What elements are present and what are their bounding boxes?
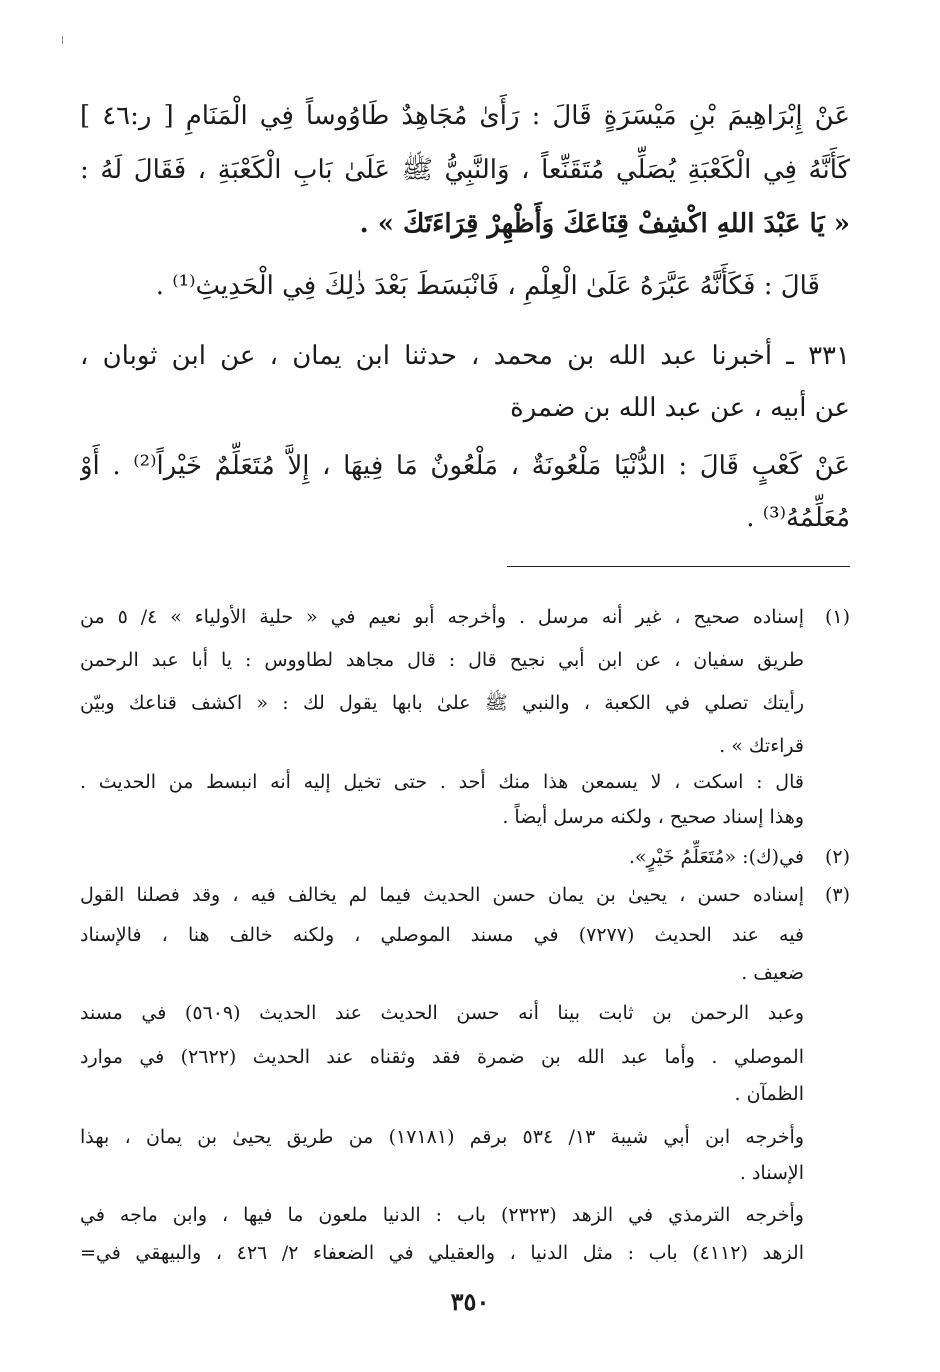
footnote-3-line-4: وعبد الرحمن بن ثابت بينا أنه حسن الحديث عند الحديث (٥٦٠٩) في مسند [80,1002,804,1024]
footnote-3-line-3: ضعيف . [741,962,804,984]
footnote-1-line-6: وهذا إسناد صحيح ، ولكنه مرسل أيضاً . [502,806,804,828]
footnote-3-line-7: وأخرجه ابن أبي شيبة ١٣/ ٥٣٤ برقم (١٧١٨١) من طريق يحيىٰ بن يمان ، بهذا [80,1126,804,1148]
hadith-331-text-line-2: مُعَلِّمُهُ⁽³⁾ . [746,503,850,533]
main-text-line-4: قَالَ : فَكَأَنَّهُ عَبَّرَهُ عَلَىٰ الْعِلْمِ ، فَانْبَسَطَ بَعْدَ ذٰلِكَ فِي الْحَدِيثِ⁽¹⁾ . [155,271,820,301]
hadith-331-isnad-line-1: ٣٣١ ـ أخبرنا عبد الله بن محمد ، حدثنا ابن يمان ، عن ابن ثوبان ، [80,341,850,371]
footnote-1-line-2: طريق سفيان ، عن ابن أبي نجيح قال : قال مجاهد لطاووس : يا أبا عبد الرحمن [80,649,804,671]
footnote-1-line-4: قراءتك » . [719,735,804,757]
footnote-3-line-2: فيه عند الحديث (٧٢٧٧) في مسند الموصلي ، ولكنه خالف هنا ، فالإسناد [80,924,804,946]
footnote-1-line-3: رأيتك تصلي في الكعبة ، والنبي ﷺ علىٰ بابها يقول لك : « اكشف قناعك وبيّن [80,692,804,714]
hadith-331-isnad-line-2: عن أبيه ، عن عبد الله بن ضمرة [510,393,850,423]
footnote-3-line-5: الموصلي . وأما عبد الله بن ضمرة فقد وثقناه عند الحديث (٢٦٢٢) في موارد [80,1046,804,1068]
footnote-3-line-10: الزهد (٤١١٢) باب : مثل الدنيا ، والعقيلي في الضعفاء ٢/ ٤٢٦ ، والبيهقي في= [80,1242,804,1264]
margin-mark [62,36,63,44]
hadith-331-text-line-1: عَنْ كَعْبٍ قَالَ : الدُّنْيَا مَلْعُونَةٌ ، مَلْعُونٌ مَا فِيهَا ، إِلاَّ مُتَعَلِّمٌ خَيْراً⁽²⁾ . أَوْ [80,451,850,481]
page-number: ٣٥٠ [450,1287,490,1316]
footnote-3-line-6: الظمآن . [734,1083,804,1105]
footnote-2-line-1: في(ك): «مُتَعَلِّمُ خَيْرٍ». [628,846,804,868]
main-text-line-2: كَأَنَّهُ فِي الْكَعْبَةِ يُصَلِّي مُتَقَنِّعاً ، وَالنَّبِيُّ ﷺ عَلَىٰ بَابِ الْكَعْبَةِ ، فَقَالَ لَهُ : [80,155,850,185]
footnote-1-number: (١) [824,606,850,628]
footnote-3-line-8: الإسناد . [739,1162,804,1184]
main-text-line-3: « يَا عَبْدَ اللهِ اكْشِفْ قِنَاعَكَ وَأَظْهِرْ قِرَاءَتَكَ » . [359,209,850,239]
footnote-3-number: (٣) [824,884,850,906]
main-text-line-1: عَنْ إِبْرَاهِيمَ بْنِ مَيْسَرَةٍ قَالَ : رَأَىٰ مُجَاهِدٌ طَاوُوساً فِي الْمَنَامِ [ ر:٤٦ ] [80,101,850,131]
footnote-1-line-1: إسناده صحيح ، غير أنه مرسل . وأخرجه أبو نعيم في « حلية الأولياء » ٤/ ٥ من [80,606,804,628]
footnote-2-number: (٢) [824,846,850,868]
footnote-3-line-1: إسناده حسن ، يحيىٰ بن يمان حسن الحديث فيما لم يخالف فيه ، وقد فصلنا القول [80,884,804,906]
footnote-1-line-5: قال : اسكت ، لا يسمعن هذا منك أحد . حتى تخيل إليه أنه انبسط من الحديث . [80,771,804,793]
footnote-separator [507,566,850,567]
footnote-3-line-9: وأخرجه الترمذي في الزهد (٢٣٢٣) باب : الدنيا ملعون ما فيها ، وابن ماجه في [80,1204,804,1226]
